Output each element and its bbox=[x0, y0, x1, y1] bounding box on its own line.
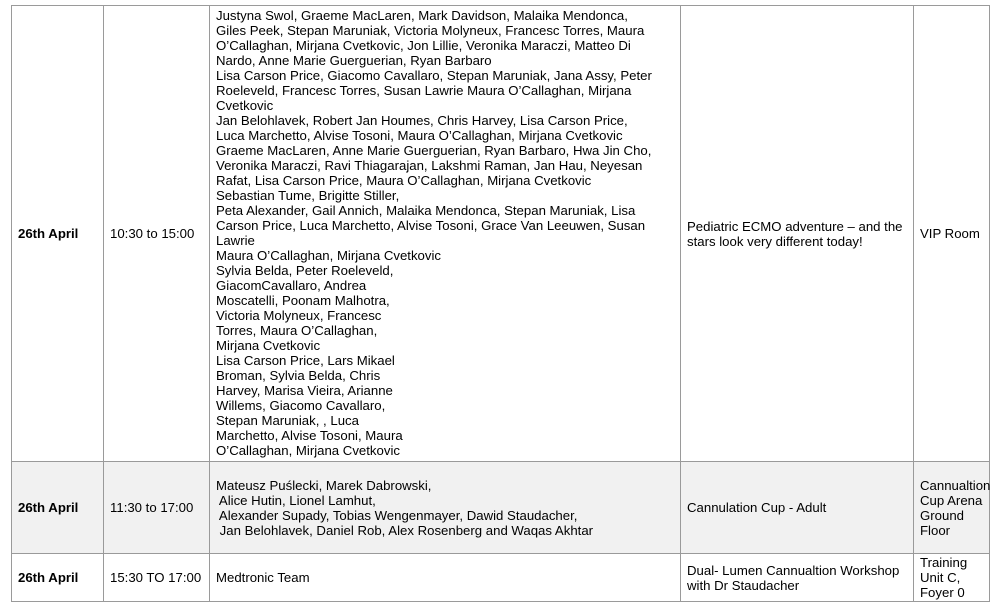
participants-line: GiacomCavallaro, Andrea bbox=[216, 278, 367, 293]
session-title-cell: Pediatric ECMO adventure – and the stars look very different today! bbox=[681, 6, 914, 462]
date-cell: 26th April bbox=[12, 462, 104, 554]
time-cell: 10:30 to 15:00 bbox=[104, 6, 210, 462]
schedule-table bbox=[11, 5, 990, 602]
participants-line: Mirjana Cvetkovic bbox=[216, 338, 321, 353]
time-cell: 11:30 to 17:00 bbox=[104, 462, 210, 554]
session-title-cell: Cannulation Cup - Adult bbox=[681, 462, 914, 554]
participants-line: Cvetkovic bbox=[216, 98, 274, 113]
table-row bbox=[12, 6, 990, 462]
participants-line: Carson Price, Luca Marchetto, Alvise Tosoni, Grace Van Leeuwen, Susan bbox=[216, 218, 646, 233]
participants-cell bbox=[210, 6, 681, 462]
participants-line: Lawrie bbox=[216, 233, 255, 248]
time-cell: 15:30 TO 17:00 bbox=[104, 554, 210, 602]
participants-line: Alice Hutin, Lionel Lamhut, bbox=[216, 492, 376, 508]
participants-line: O’Callaghan, Mirjana Cvetkovic, Jon Lillie, Veronika Maraczi, Matteo Di bbox=[216, 38, 631, 53]
participants-line: Alexander Supady, Tobias Wengenmayer, Dawid Staudacher, bbox=[216, 507, 578, 523]
participants-cell bbox=[210, 554, 681, 602]
participants-line: Justyna Swol, Graeme MacLaren, Mark Davidson, Malaika Mendonca, bbox=[216, 8, 628, 23]
participants-line: Jan Belohlavek, Robert Jan Houmes, Chris Harvey, Lisa Carson Price, bbox=[216, 113, 628, 128]
participants-line: Maura O’Callaghan, Mirjana Cvetkovic bbox=[216, 248, 442, 263]
date-cell: 26th April bbox=[12, 554, 104, 602]
participants-line: Medtronic Team bbox=[216, 570, 310, 585]
venue-cell: VIP Room bbox=[914, 6, 990, 462]
date-cell: 26th April bbox=[12, 6, 104, 462]
participants-line: Veronika Maraczi, Ravi Thiagarajan, Lakshmi Raman, Jan Hau, Neyesan bbox=[216, 158, 643, 173]
participants-line: Stepan Maruniak, , Luca bbox=[216, 413, 359, 428]
participants-cell bbox=[210, 462, 681, 554]
venue-cell: Training Unit C, Foyer 0 bbox=[914, 554, 990, 602]
participants-line: Sylvia Belda, Peter Roeleveld, bbox=[216, 263, 394, 278]
participants-line: Victoria Molyneux, Francesc bbox=[216, 308, 382, 323]
participants-line: Mateusz Puślecki, Marek Dabrowski, bbox=[216, 477, 432, 493]
participants-line: Moscatelli, Poonam Malhotra, bbox=[216, 293, 390, 308]
participants-line: Sebastian Tume, Brigitte Stiller, bbox=[216, 188, 400, 203]
participants-line: Willems, Giacomo Cavallaro, bbox=[216, 398, 386, 413]
participants-line: Giles Peek, Stepan Maruniak, Victoria Molyneux, Francesc Torres, Maura bbox=[216, 23, 645, 38]
participants-line: Peta Alexander, Gail Annich, Malaika Mendonca, Stepan Maruniak, Lisa bbox=[216, 203, 636, 218]
participants-line: O’Callaghan, Mirjana Cvetkovic bbox=[216, 443, 400, 458]
participants-line: Roeleveld, Francesc Torres, Susan Lawrie Maura O’Callaghan, Mirjana bbox=[216, 83, 632, 98]
participants-line: Marchetto, Alvise Tosoni, Maura bbox=[216, 428, 403, 443]
participants-line: Broman, Sylvia Belda, Chris bbox=[216, 368, 381, 383]
participants-line: Luca Marchetto, Alvise Tosoni, Maura O’Callaghan, Mirjana Cvetkovic bbox=[216, 128, 623, 143]
session-title-cell: Dual- Lumen Cannualtion Workshop with Dr Staudacher bbox=[681, 554, 914, 602]
participants-line: Harvey, Marisa Vieira, Arianne bbox=[216, 383, 393, 398]
venue-cell: Cannualtion Cup Arena Ground Floor bbox=[914, 462, 990, 554]
participants-line: Lisa Carson Price, Lars Mikael bbox=[216, 353, 395, 368]
participants-line: Graeme MacLaren, Anne Marie Guerguerian, Ryan Barbaro, Hwa Jin Cho, bbox=[216, 143, 652, 158]
table-row bbox=[12, 462, 990, 554]
participants-line: Rafat, Lisa Carson Price, Maura O’Callaghan, Mirjana Cvetkovic bbox=[216, 173, 592, 188]
participants-line: Lisa Carson Price, Giacomo Cavallaro, Stepan Maruniak, Jana Assy, Peter bbox=[216, 68, 652, 83]
table-row bbox=[12, 554, 990, 602]
participants-line: Torres, Maura O’Callaghan, bbox=[216, 323, 378, 338]
participants-line: Nardo, Anne Marie Guerguerian, Ryan Barbaro bbox=[216, 53, 492, 68]
participants-line: Jan Belohlavek, Daniel Rob, Alex Rosenberg and Waqas Akhtar bbox=[216, 522, 594, 538]
